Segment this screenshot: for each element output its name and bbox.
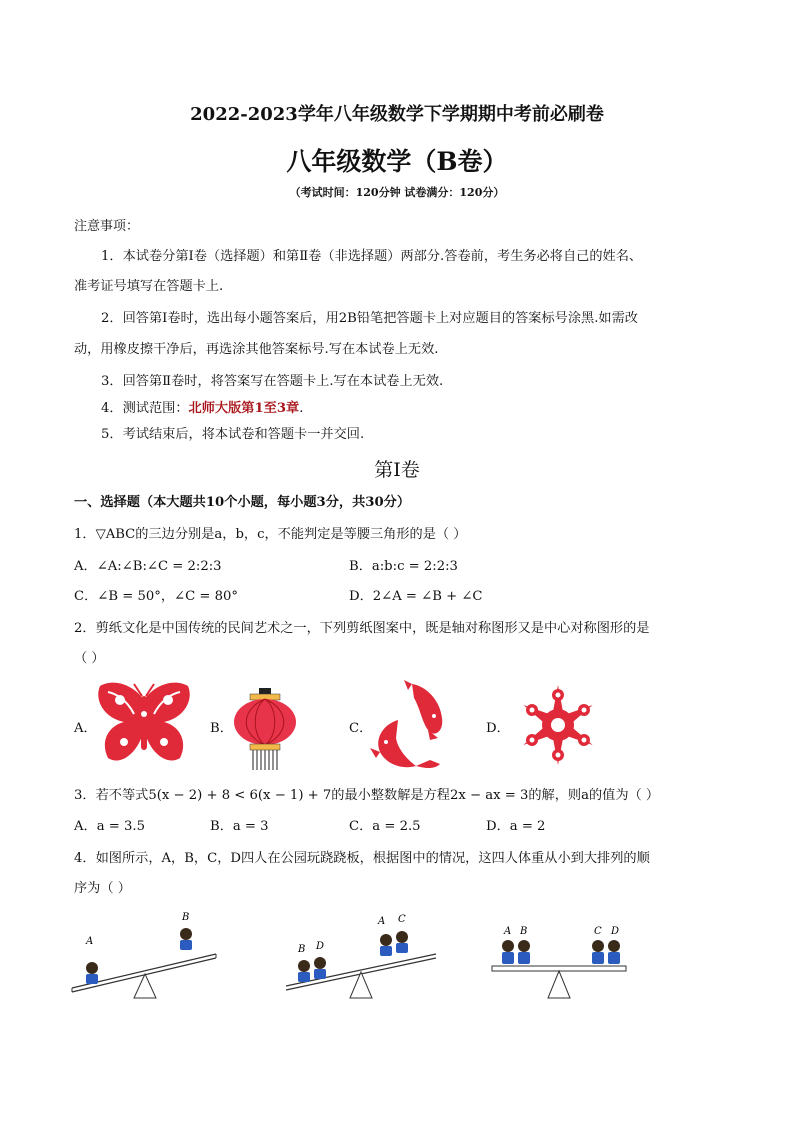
q3-option-c: C．a = 2.5: [349, 819, 421, 834]
label-c: C: [594, 926, 602, 937]
label-a: A: [378, 916, 386, 927]
kid-icon: [298, 960, 310, 982]
q2-stem-line1: 2．剪纸文化是中国传统的民间艺术之一，下列剪纸图案中，既是轴对称图形又是中心对称图形的是: [74, 621, 650, 636]
label-b: B: [298, 944, 306, 955]
notice-item1-line2: 准考证号填写在答题卡上.: [74, 279, 224, 294]
q4-stem-line2: 序为（ ）: [74, 881, 131, 896]
test-range: 北师大版第1至3章: [188, 401, 300, 416]
q1-option-c: C．∠B = 50°，∠C = 80°: [74, 589, 238, 604]
kid-icon: [180, 928, 192, 950]
q3-option-b: B．a = 3: [210, 819, 269, 834]
q2-option-d: D．: [486, 721, 510, 736]
kid-icon: [86, 962, 98, 984]
notice-item2-line2: 动，用橡皮擦干净后，再选涂其他答案标号.写在本试卷上无效.: [74, 342, 439, 357]
notice-item4-prefix: 4．测试范围：: [101, 401, 189, 416]
exam-subtitle: （考试时间：120分钟 试卷满分：120分）: [289, 186, 505, 199]
kid-icon: [314, 957, 326, 979]
section-title: 第Ⅰ卷: [374, 459, 420, 481]
label-c: C: [398, 914, 406, 925]
snowflake-papercut-icon: [512, 684, 604, 766]
exam-title: 2022-2023学年八年级数学下学期期中考前必刷卷: [190, 104, 604, 125]
q2-option-b: B．: [210, 721, 233, 736]
notice-item4: [101, 402, 303, 415]
notice-item4-suffix: .: [299, 401, 304, 416]
q1-option-a: A．∠A:∠B:∠C = 2:2:3: [74, 559, 222, 574]
notice-item1-line1: 1．本试卷分第Ⅰ卷（选择题）和第Ⅱ卷（非选择题）两部分.答卷前，考生务必将自己的姓名、: [101, 249, 643, 264]
seesaw-figure-2: [284, 906, 440, 1002]
notice-item3: 3．回答第Ⅱ卷时，将答案写在答题卡上.写在本试卷上无效.: [101, 374, 444, 389]
part-heading: 一、选择题（本大题共10个小题，每小题3分，共30分）: [74, 495, 411, 510]
q2-stem-line2: （ ）: [74, 651, 105, 666]
q4-stem-line1: 4．如图所示，A，B，C，D四人在公园玩跷跷板，根据图中的情况，这四人体重从小到大排列的顺: [74, 851, 650, 866]
q2-option-a: A．: [74, 721, 97, 736]
label-b: B: [182, 912, 190, 923]
seesaw-figure-3: [490, 920, 630, 1002]
main-title: 八年级数学（B卷）: [286, 147, 508, 176]
label-d: D: [316, 941, 325, 952]
kid-icon: [380, 934, 392, 956]
label-a: A: [504, 926, 512, 937]
q2-option-c: C．: [349, 721, 373, 736]
q1-option-b: B．a:b:c = 2:2:3: [349, 559, 458, 574]
notice-item2-line1: 2．回答第Ⅰ卷时，选出每小题答案后，用2B铅笔把答题卡上对应题目的答案标号涂黑.如需改: [101, 311, 638, 326]
seesaw-figure-1: [70, 906, 220, 1002]
kid-icon: [592, 940, 604, 964]
label-b: B: [520, 926, 528, 937]
label-d: D: [611, 926, 620, 937]
q3-option-d: D．a = 2: [486, 819, 546, 834]
notice-heading: 注意事项：: [74, 219, 140, 234]
q1-option-d: D．2∠A = ∠B + ∠C: [349, 589, 483, 604]
kid-icon: [396, 931, 408, 953]
lantern-papercut-icon: [232, 688, 298, 772]
koi-fish-papercut-icon: [368, 680, 456, 772]
kid-icon: [502, 940, 514, 964]
label-a: A: [86, 936, 94, 947]
q3-option-a: A．a = 3.5: [74, 819, 145, 834]
kid-icon: [608, 940, 620, 964]
q1-stem: 1．▽ABC的三边分别是a，b，c，不能判定是等腰三角形的是（ ）: [74, 527, 467, 542]
notice-item5: 5．考试结束后，将本试卷和答题卡一并交回.: [101, 427, 365, 442]
q3-stem: 3．若不等式5(x − 2) + 8 < 6(x − 1) + 7的最小整数解是方程2x − ax = 3的解，则a的值为（ ）: [74, 788, 660, 803]
butterfly-papercut-icon: [94, 680, 194, 770]
kid-icon: [518, 940, 530, 964]
